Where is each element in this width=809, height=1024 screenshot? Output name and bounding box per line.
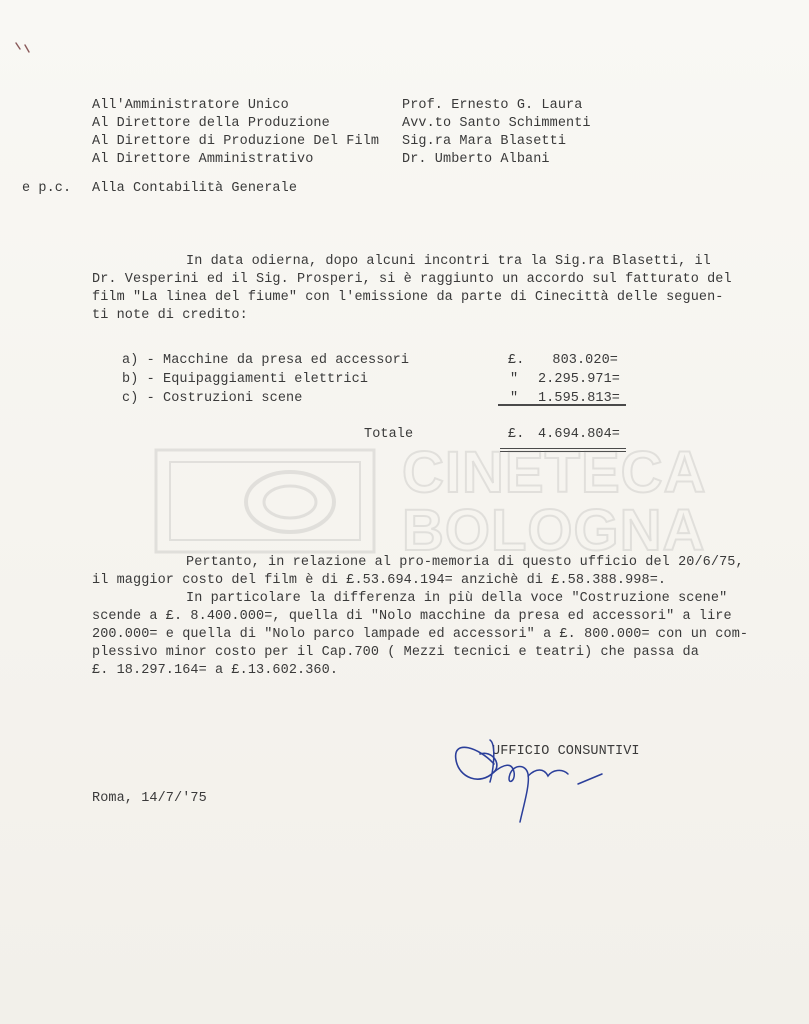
watermark-line1: CINETECA xyxy=(402,440,707,505)
total-amount: 4.694.804= xyxy=(537,427,620,442)
signature-icon xyxy=(450,720,630,830)
addressee-role: Al Direttore Amministrativo xyxy=(92,152,314,167)
cc-prefix: e p.c. xyxy=(22,181,72,196)
addressee-role: Al Direttore di Produzione Del Film xyxy=(92,134,380,149)
credit-item-amount: 2.295.971= xyxy=(537,372,620,387)
credit-item-currency: " xyxy=(510,391,519,406)
watermark-line2: BOLOGNA xyxy=(402,498,706,563)
addressee-name: Avv.to Santo Schimmenti xyxy=(402,116,591,131)
credit-item-currency: £. xyxy=(508,353,525,368)
credit-item-currency: " xyxy=(510,372,519,387)
cineteca-watermark xyxy=(150,440,707,563)
subtotal-rule xyxy=(498,404,626,406)
paragraph-line: £. 18.297.164= a £.13.602.360. xyxy=(92,663,339,678)
office-label: UFFICIO CONSUNTIVI xyxy=(492,744,640,759)
paragraph-line: film "La linea del fiume" con l'emissione da parte di Cinecittà delle seguen- xyxy=(92,290,724,305)
paper-mark xyxy=(14,40,34,54)
credit-item-label: b) - Equipaggiamenti elettrici xyxy=(122,372,369,387)
paragraph-line: il maggior costo del film è di £.53.694.194= anzichè di £.58.388.998=. xyxy=(92,573,667,588)
paragraph-line: scende a £. 8.400.000=, quella di "Nolo macchine da presa ed accessori" a lire xyxy=(92,609,732,624)
credit-item-amount: 1.595.813= xyxy=(537,391,620,406)
paragraph-line: Pertanto, in relazione al pro-memoria di questo ufficio del 20/6/75, xyxy=(186,555,744,570)
paragraph-line: 200.000= e quella di "Nolo parco lampade ed accessori" a £. 800.000= con un com- xyxy=(92,627,749,642)
addressee-name: Dr. Umberto Albani xyxy=(402,152,550,167)
paragraph-line: plessivo minor costo per il Cap.700 ( Mezzi tecnici e teatri) che passa da xyxy=(92,645,699,660)
place-date: Roma, 14/7/'75 xyxy=(92,791,207,806)
addressee-name: Sig.ra Mara Blasetti xyxy=(402,134,567,149)
total-currency: £. xyxy=(508,427,525,442)
paragraph-line: In data odierna, dopo alcuni incontri tra la Sig.ra Blasetti, il xyxy=(186,254,711,269)
paragraph-line: Dr. Vesperini ed il Sig. Prosperi, si è raggiunto un accordo sul fatturato del xyxy=(92,272,732,287)
addressee-role: All'Amministratore Unico xyxy=(92,98,289,113)
paragraph-line: In particolare la differenza in più della voce "Costruzione scene" xyxy=(186,591,728,606)
watermark-logo xyxy=(150,440,380,560)
total-label: Totale xyxy=(364,427,414,442)
addressee-name: Prof. Ernesto G. Laura xyxy=(402,98,583,113)
credit-item-label: c) - Costruzioni scene xyxy=(122,391,303,406)
cc-recipient: Alla Contabilità Generale xyxy=(92,181,298,196)
credit-item-label: a) - Macchine da presa ed accessori xyxy=(122,353,410,368)
addressee-role: Al Direttore della Produzione xyxy=(92,116,330,131)
paragraph-line: ti note di credito: xyxy=(92,308,248,323)
credit-item-amount: 803.020= xyxy=(552,353,618,368)
